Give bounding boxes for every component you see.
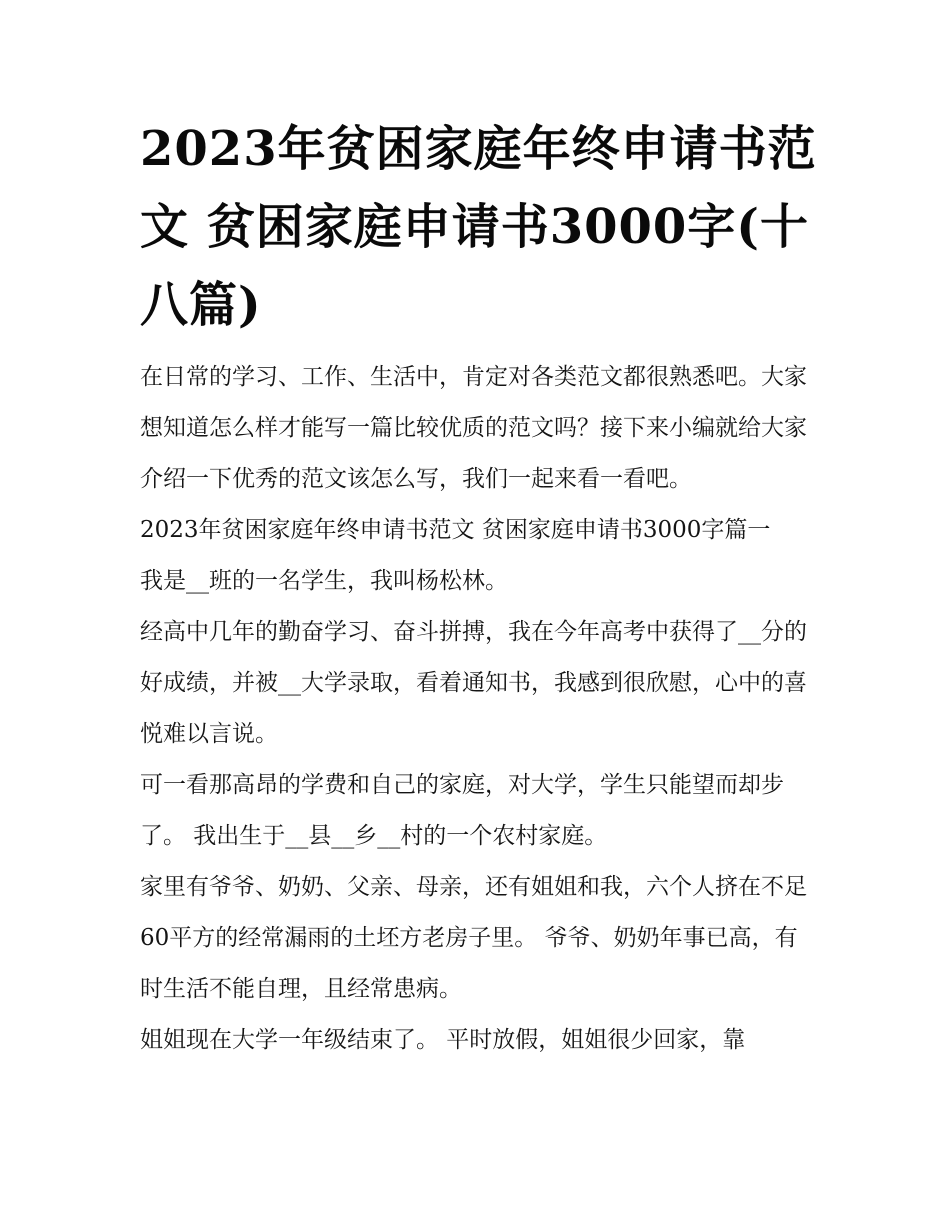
paragraph: 姐姐现在大学一年级结束了。 平时放假，姐姐很少回家，靠 bbox=[140, 1027, 746, 1053]
paragraph-intro: 在日常的学习、工作、生活中，肯定对各类范文都很熟悉吧。大家想知道怎么样才能写一篇比较优质的范文吗？接下来小编就给大家介绍一下优秀的范文该怎么写，我们一起来看一看吧。 bbox=[140, 364, 807, 492]
paragraph: 可一看那高昂的学费和自己的家庭，对大学，学生只能望而却步了。 我出生于__县__乡__村的一个农村家庭。 bbox=[140, 772, 784, 849]
paragraph-section-heading: 2023年贫困家庭年终申请书范文 贫困家庭申请书3000字篇一 bbox=[140, 517, 771, 543]
paragraph: 经高中几年的勤奋学习、奋斗拼搏，我在今年高考中获得了__分的好成绩，并被__大学录取，看着通知书，我感到很欣慰，心中的喜悦难以言说。 bbox=[140, 619, 807, 747]
paragraph: 我是__班的一名学生，我叫杨松林。 bbox=[140, 568, 508, 594]
document-body bbox=[140, 352, 820, 1066]
document-title: 2023年贫困家庭年终申请书范文 贫困家庭申请书3000字(十八篇) bbox=[140, 121, 817, 333]
paragraph: 家里有爷爷、奶奶、父亲、母亲，还有姐姐和我，六个人挤在不足60平方的经常漏雨的土坯方老房子里。 爷爷、奶奶年事已高，有时生活不能自理，且经常患病。 bbox=[140, 874, 807, 1002]
